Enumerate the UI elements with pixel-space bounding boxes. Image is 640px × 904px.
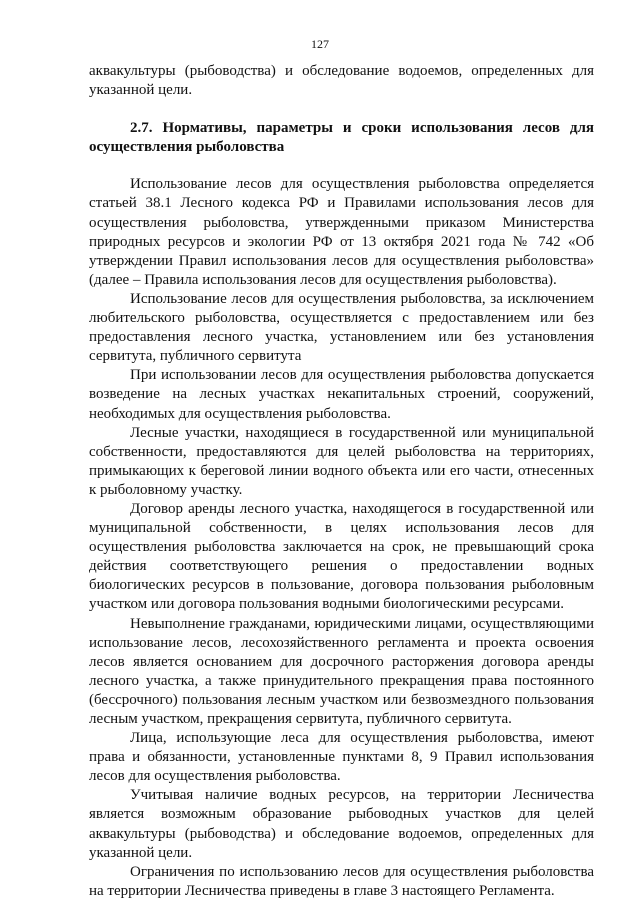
body-paragraph: Лица, использующие леса для осуществления рыболовства, имеют права и обязанности, установленные пунктами 8, 9 Правил использования лесов для осуществления рыболовства. [89,730,594,785]
document-body [89,62,594,901]
body-paragraph: Учитывая наличие водных ресурсов, на территории Лесничества является возможным образование рыбоводных участков для целей аквакультуры (рыбоводства) и обследование водоемов, определенных для указанной цели. [89,787,594,861]
body-paragraph: Договор аренды лесного участка, находящегося в государственной или муниципальной собственности, в целях использования лесов для осуществления рыболовства заключается на срок, не превышающий срока действия соответствующего решения о предоставлении водных биологических ресурсов в пользование, договора пользования рыболовным участком или договора пользования водными биологическими ресурсами. [89,500,594,613]
body-paragraph: Ограничения по использованию лесов для осуществления рыболовства на территории Лесничества приведены в главе 3 настоящего Регламента. [89,863,594,899]
body-paragraph: Использование лесов для осуществления рыболовства определяется статьей 38.1 Лесного кодекса РФ и Правилами использования лесов для осуществления рыболовства, утвержденными приказом Министерства природных ресурсов и экологии РФ от 13 октября 2021 года № 742 «Об утверждении Правил использования лесов для осуществления рыболовства» (далее – Правила использования лесов для осуществления рыболовства). [89,176,594,288]
body-paragraph: Лесные участки, находящиеся в государственной или муниципальной собственности, предоставляются для целей рыболовства на территориях, примыкающих к береговой линии водного объекта или его части, отнесенных к рыболовному участку. [89,424,594,498]
page-number: 127 [311,37,329,51]
body-paragraph: Невыполнение гражданами, юридическими лицами, осуществляющими использование лесов, лесохозяйственного регламента и проекта освоения лесов является основанием для досрочного расторжения договора аренды лесного участка, а также принудительного прекращения права постоянного (бессрочного) пользования лесным участком или безвозмездного пользования лесным участком, прекращения сервитута, публичного сервитута. [89,615,594,727]
continuation-paragraph: аквакультуры (рыбоводства) и обследование водоемов, определенных для указанной цели. [89,63,594,99]
section-heading: 2.7. Нормативы, параметры и сроки использования лесов для осуществления рыболовства [89,120,594,156]
body-paragraph: Использование лесов для осуществления рыболовства, за исключением любительского рыболовства, осуществляется с предоставлением или без предоставления лесного участка, установлением или без установления сервитута, публичного сервитута [89,290,594,365]
body-paragraph: При использовании лесов для осуществления рыболовства допускается возведение на лесных участках некапитальных строений, сооружений, необходимых для осуществления рыболовства. [89,367,594,422]
